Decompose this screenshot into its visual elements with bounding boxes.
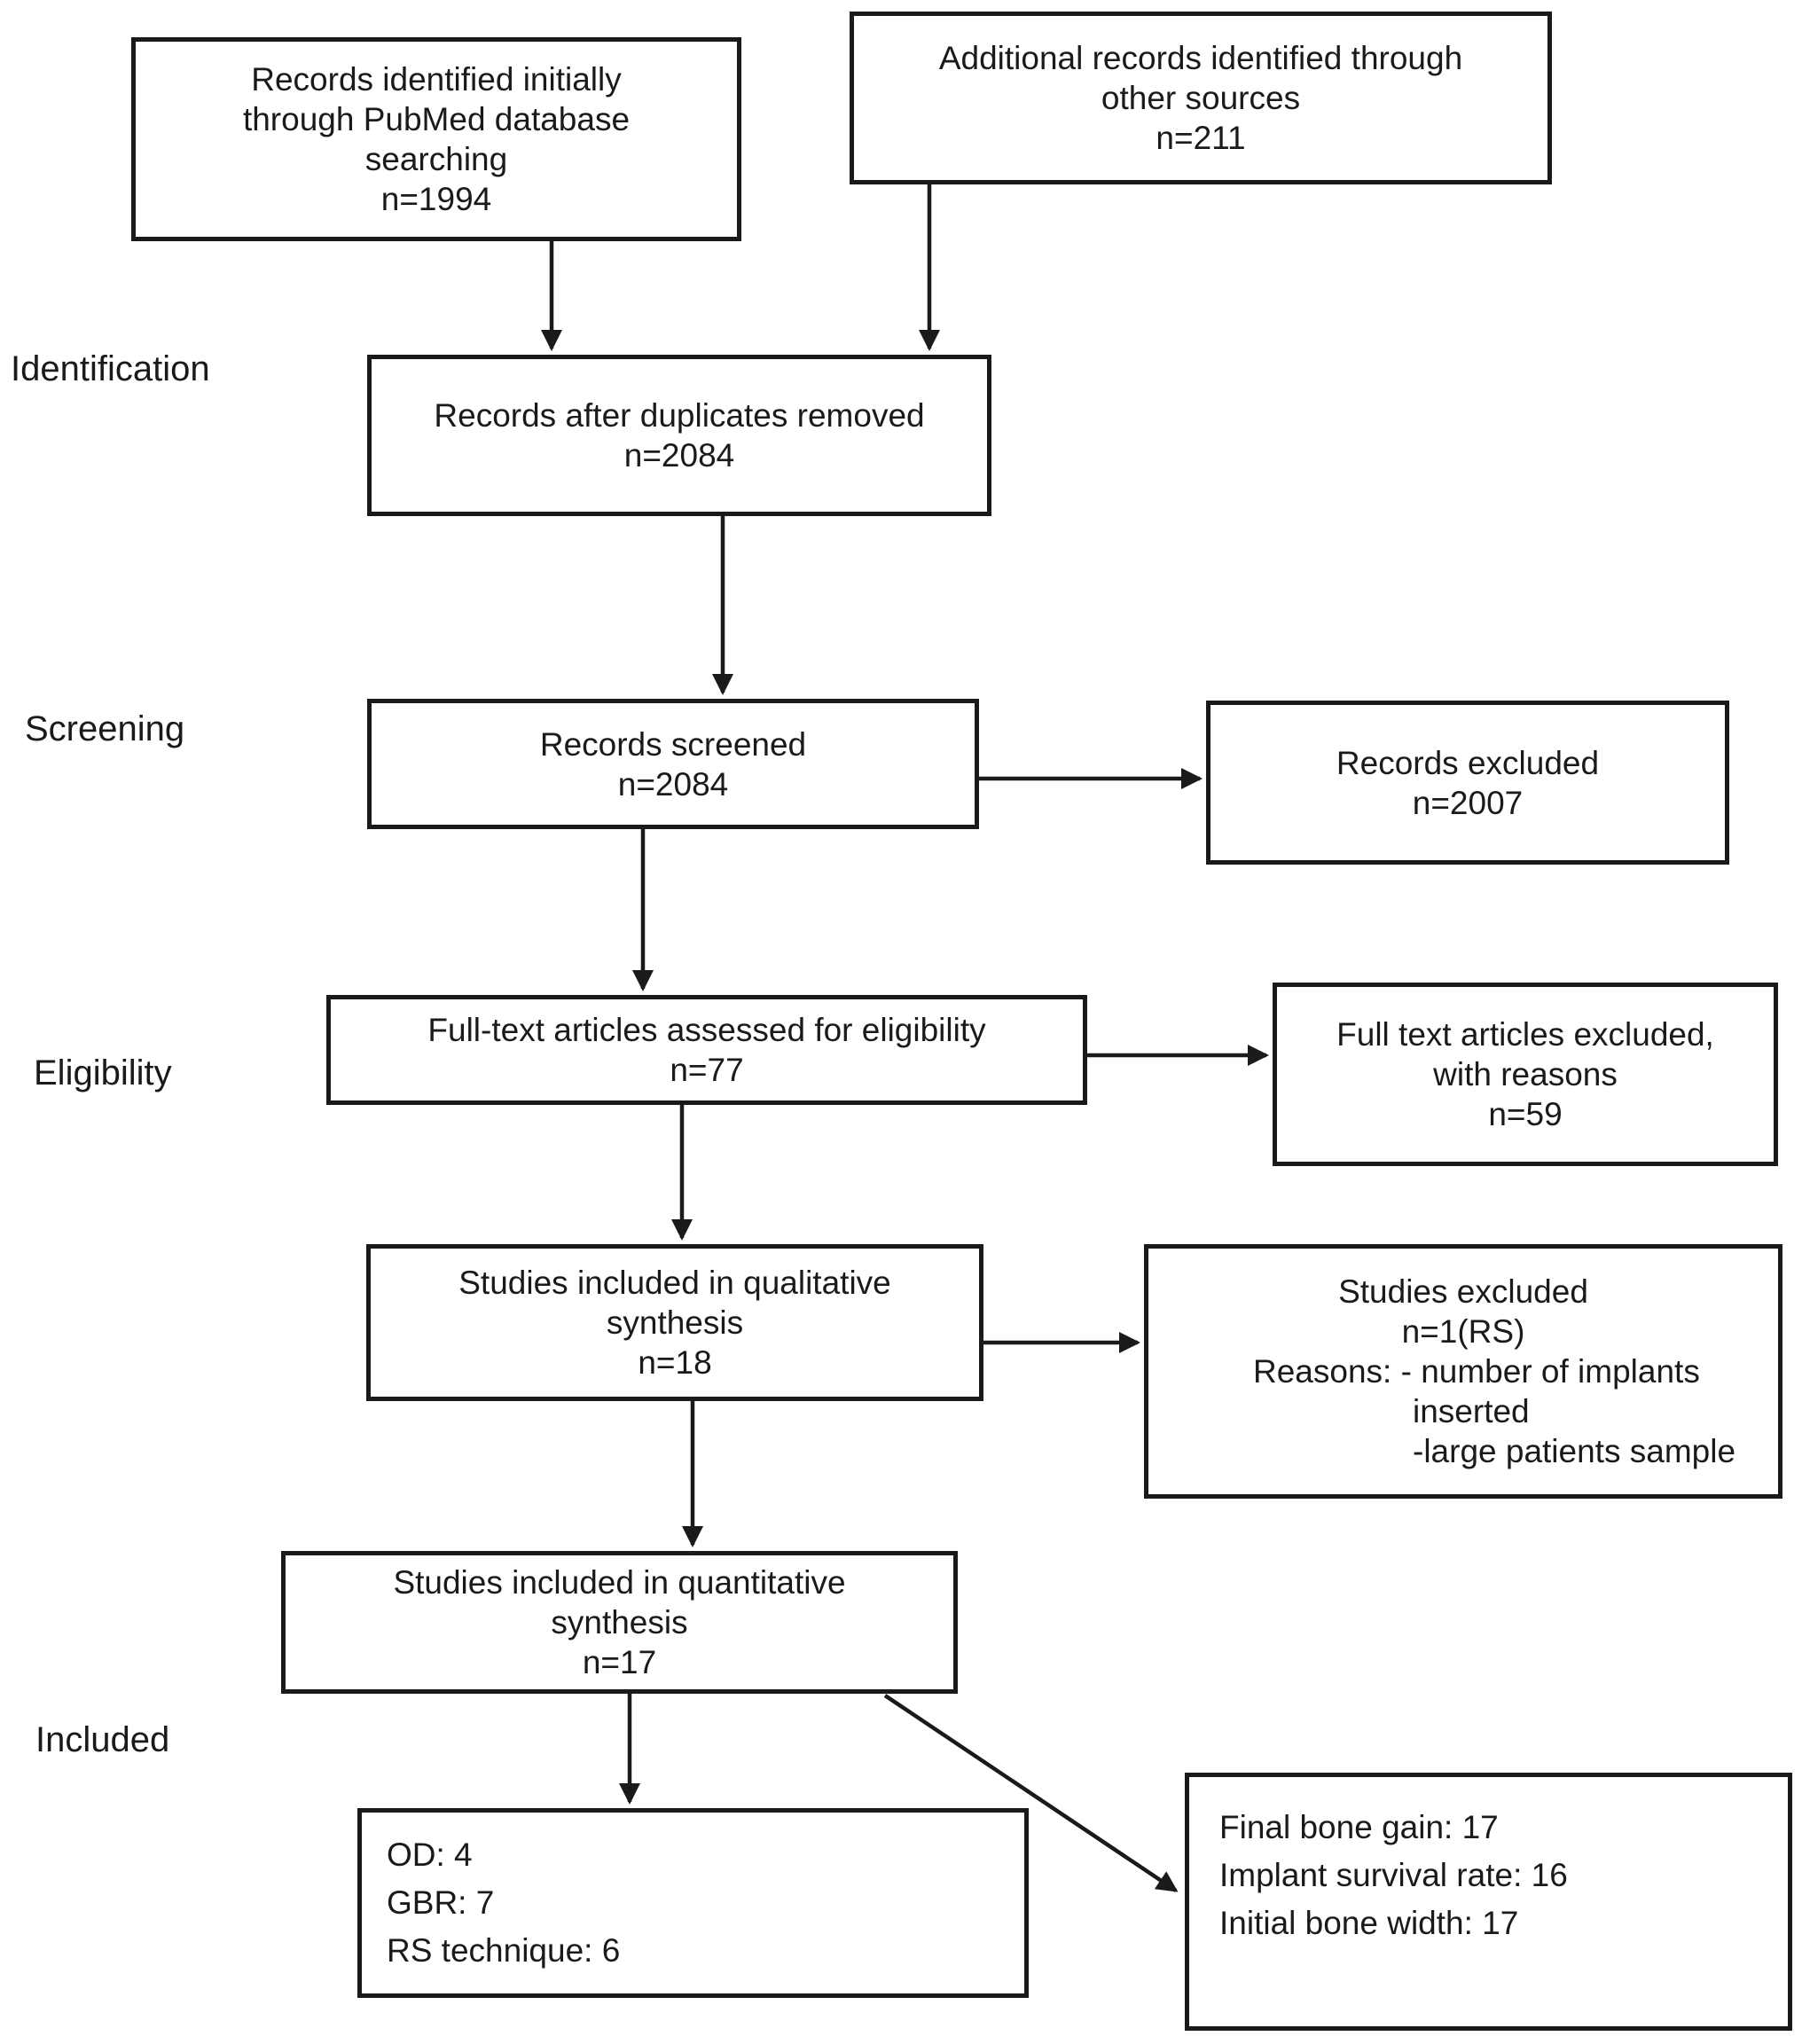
box-line: Additional records identified through	[938, 40, 1463, 76]
box-records-excluded	[1206, 701, 1729, 865]
stage-label-identification: Identification	[11, 349, 210, 388]
box-reason-line: inserted	[1413, 1393, 1530, 1429]
box-records-identified	[131, 37, 741, 241]
box-count: n=18	[638, 1344, 712, 1381]
box-duplicates-removed	[367, 355, 991, 516]
box-additional-records	[850, 12, 1552, 184]
box-count: n=59	[1488, 1096, 1563, 1132]
box-line: other sources	[1101, 80, 1301, 116]
box-line: Studies included in quantitative	[393, 1564, 846, 1601]
box-outcome-counts	[1185, 1773, 1792, 2031]
box-line: Studies excluded	[1338, 1273, 1588, 1310]
box-reason-line: Reasons: - number of implants	[1253, 1353, 1700, 1390]
box-line: Final bone gain: 17	[1219, 1809, 1499, 1845]
box-fulltext-assessed	[326, 995, 1087, 1105]
box-technique-counts	[357, 1808, 1029, 1998]
box-line: RS technique: 6	[387, 1932, 621, 1969]
box-line: searching	[364, 141, 508, 177]
box-line: Implant survival rate: 16	[1219, 1857, 1568, 1893]
box-count: n=2007	[1412, 784, 1524, 821]
box-line: Records screened	[539, 725, 807, 763]
box-studies-excluded	[1144, 1244, 1782, 1499]
box-line: Full-text articles assessed for eligibility	[427, 1012, 986, 1048]
box-records-screened	[367, 699, 979, 829]
box-count: n=17	[582, 1644, 657, 1680]
stage-label-screening: Screening	[25, 709, 185, 748]
box-count: n=77	[670, 1052, 744, 1088]
box-line: Initial bone width: 17	[1219, 1905, 1519, 1941]
box-reason-line: -large patients sample	[1413, 1433, 1736, 1469]
box-count: n=211	[1156, 120, 1246, 156]
box-line: OD: 4	[387, 1836, 473, 1873]
box-line: Records after duplicates removed	[434, 397, 925, 434]
box-line: GBR: 7	[387, 1884, 495, 1921]
box-line: Full text articles excluded,	[1336, 1016, 1714, 1053]
box-fulltext-excluded	[1273, 983, 1778, 1166]
box-count: n=2084	[623, 437, 735, 474]
box-line: through PubMed database	[242, 101, 631, 137]
stage-label-eligibility: Eligibility	[34, 1053, 172, 1092]
stage-label-included: Included	[35, 1720, 170, 1759]
box-count: n=1994	[380, 181, 492, 217]
box-line: synthesis	[551, 1604, 688, 1641]
box-line: Records excluded	[1336, 744, 1600, 781]
box-line: with reasons	[1433, 1056, 1618, 1092]
box-count: n=1(RS)	[1401, 1313, 1525, 1350]
box-qualitative-synthesis	[366, 1244, 983, 1401]
box-line: synthesis	[606, 1304, 744, 1341]
box-line: Studies included in qualitative	[458, 1265, 891, 1301]
box-line: Records identified initially	[251, 61, 622, 98]
box-count: n=2084	[617, 765, 729, 803]
box-quantitative-synthesis	[281, 1551, 958, 1694]
